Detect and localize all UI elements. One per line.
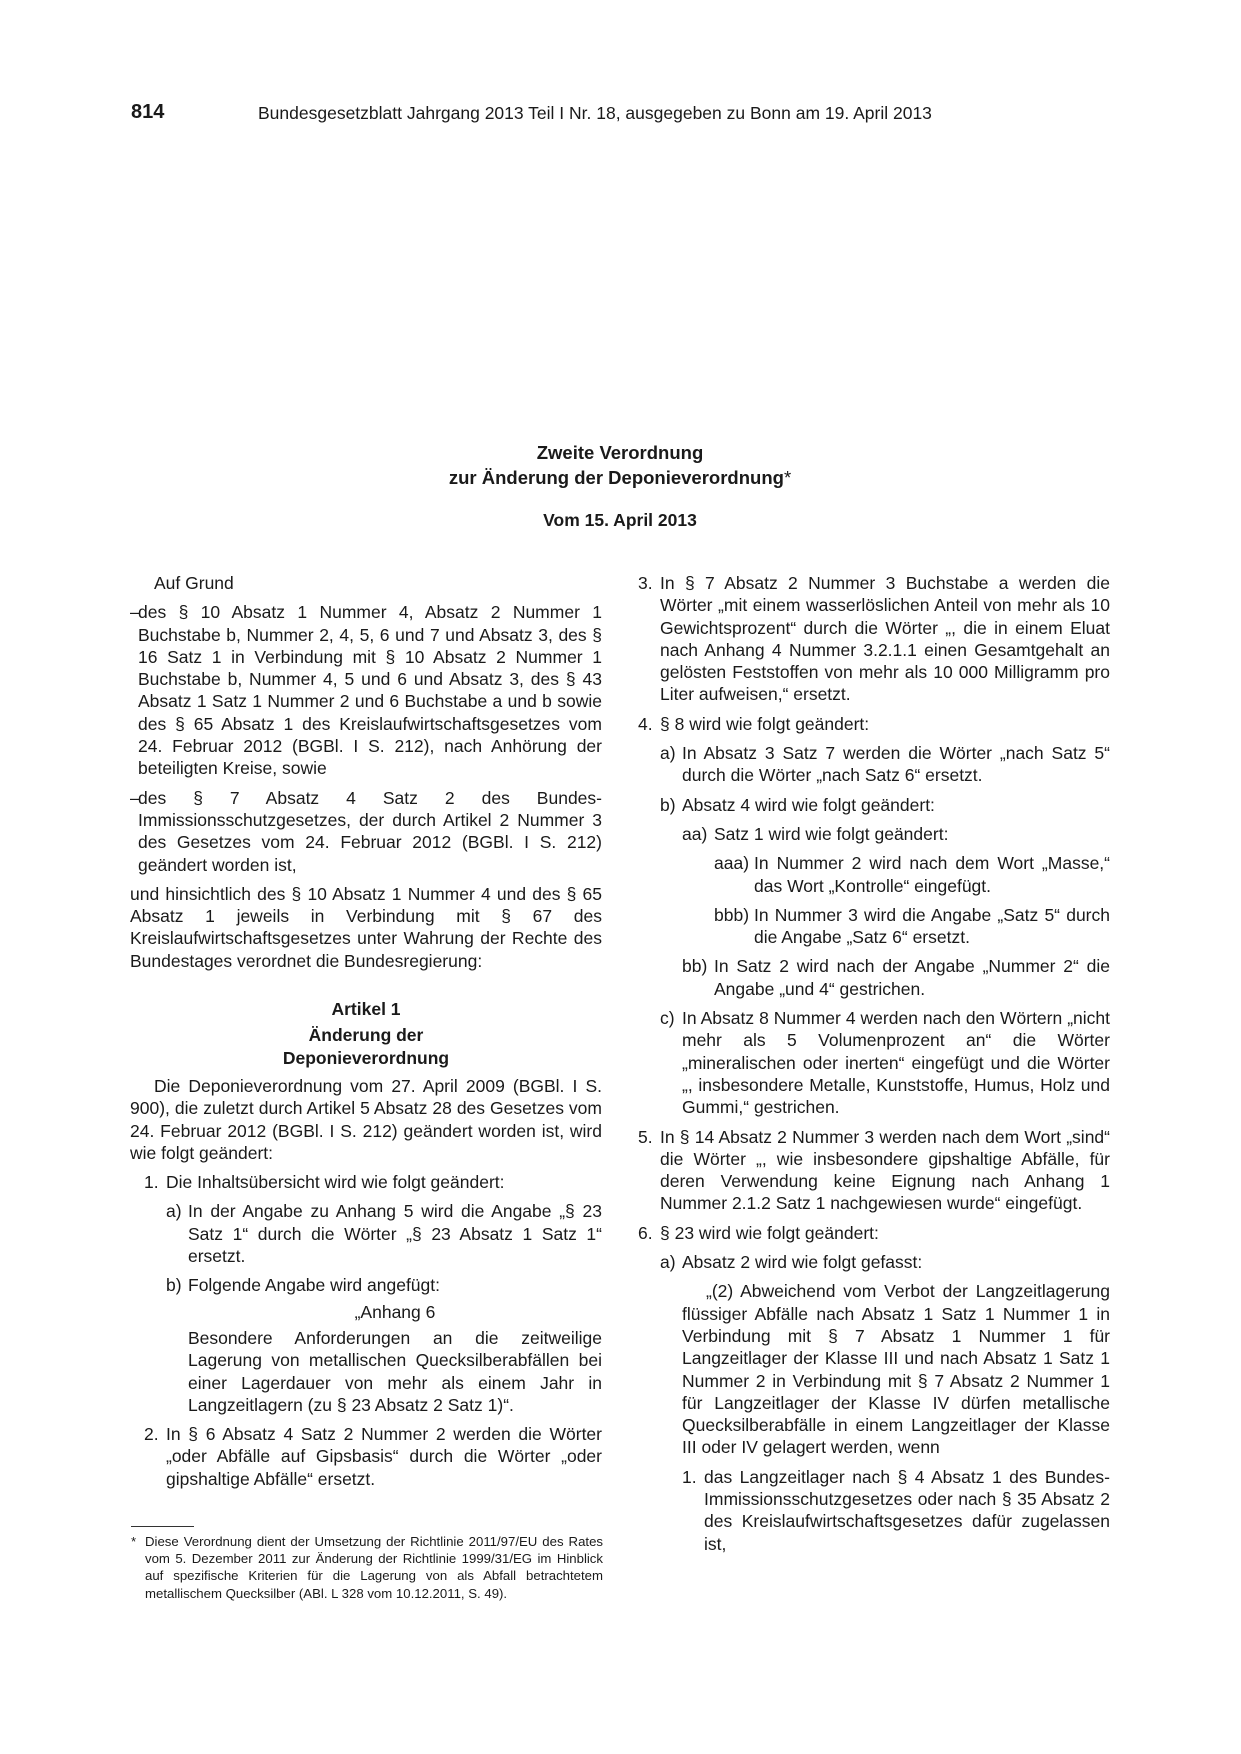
item-4b-bb <box>638 955 1110 1000</box>
title-line-2-text: zur Änderung der Deponieverordnung <box>448 467 784 488</box>
item-4b-aaa-text: In Nummer 2 wird nach dem Wort „Masse,“ das Wort „Kontrolle“ eingefügt. <box>754 853 1110 896</box>
item-1b-label: b) <box>166 1275 182 1296</box>
item-4b-aa <box>638 823 1110 845</box>
dash-entry-2-text: des § 7 Absatz 4 Satz 2 des Bundes-Immissionsschutzgesetzes, der durch Artikel 2 Nummer 3 des Gesetzes vom 24. Februar 2012 (BGBl. I S. 212) geändert worden ist, <box>138 787 602 875</box>
item-4b-aaa-label: aaa) <box>714 853 750 874</box>
item-1 <box>130 1171 602 1193</box>
running-head: Bundesgesetzblatt Jahrgang 2013 Teil I Nr. 18, ausgegeben zu Bonn am 19. April 2013 <box>258 103 932 123</box>
footnote-marker: * <box>131 1534 137 1549</box>
item-4c-label: c) <box>660 1008 675 1029</box>
item-4b-label: b) <box>660 794 676 815</box>
item-4-text: § 8 wird wie folgt geändert: <box>660 713 870 734</box>
item-2-label: 2. <box>144 1424 159 1445</box>
item-6a-text: Absatz 2 wird wie folgt gefasst: <box>682 1252 923 1273</box>
item-4 <box>638 713 1110 735</box>
article-title-2: Deponieverordnung <box>282 1047 450 1068</box>
item-5-label: 5. <box>638 1126 653 1147</box>
page-number: 814 <box>131 101 165 123</box>
item-1a <box>130 1200 602 1267</box>
item-4b-aa-text: Satz 1 wird wie folgt geändert: <box>714 823 949 844</box>
item-1a-text: In der Angabe zu Anhang 5 wird die Angabe „§ 23 Satz 1“ durch die Wörter „§ 23 Absatz 1 Satz 1“ ersetzt. <box>188 1201 602 1267</box>
item-4a-text: In Absatz 3 Satz 7 werden die Wörter „nach Satz 5“ durch die Wörter „nach Satz 6“ ersetzt. <box>682 743 1110 786</box>
item-4b-aa-label: aa) <box>682 823 708 844</box>
item-3 <box>638 572 1110 706</box>
dash-entry-1-label: – <box>130 602 140 623</box>
title-line-1: Zweite Verordnung <box>536 442 704 463</box>
title-line-2 <box>331 465 909 490</box>
item-4b-bbb <box>638 904 1110 949</box>
item-4b-bb-text: In Satz 2 wird nach der Angabe „Nummer 2“ die Angabe „und 4“ gestrichen. <box>714 956 1110 999</box>
item-4a <box>638 742 1110 787</box>
item-4a-label: a) <box>660 743 676 764</box>
item-4b-bbb-text: In Nummer 3 wird die Angabe „Satz 5“ durch die Angabe „Satz 6“ ersetzt. <box>754 904 1110 948</box>
item-6a-new-paragraph-2: „(2) Abweichend vom Verbot der Langzeitlagerung flüssiger Abfälle nach Absatz 1 Satz 1 Nummer 1 in Verbindung mit § 7 Absatz 1 Nummer 1 für Langzeitlager der Klasse III und nach Absatz 1 Satz 1 Nummer 2 in Verbindung mit § 7 Absatz 2 Nummer 1 für Langzeitlager der Klasse IV dürfen metallische Quecksilberabfälle in einem Langzeitlager der Klasse III oder IV gelagert werden, wenn <box>682 1281 1110 1458</box>
item-4c <box>638 1007 1110 1118</box>
article-1-intro: Die Deponieverordnung vom 27. April 2009 (BGBl. I S. 900), die zuletzt durch Artikel 5 Absatz 28 des Gesetzes vom 24. Februar 2012 (BGBl. I S. 212) geändert worden ist, wird wie folgt geändert: <box>130 1075 602 1163</box>
dash-entry-1-text: des § 10 Absatz 1 Nummer 4, Absatz 2 Nummer 1 Buchstabe b, Nummer 2, 4, 5, 6 und 7 und Absatz 3, des § 16 Satz 1 in Verbindung mit § 10 Absatz 2 Nummer 1 Buchstabe b, Nummer 4, 5 und 6 und Absatz 3, des § 43 Absatz 1 Satz 1 Nummer 2 und 6 Buchstabe a und b sowie des § 65 Absatz 1 des Kreislaufwirtschaftsgesetzes vom 24. Februar 2012 (BGBl. I S. 212), nach Anhörung der beteiligten Kreise, sowie <box>138 602 602 779</box>
dash-entry-2-label: – <box>130 787 140 808</box>
item-1a-label: a) <box>166 1201 182 1222</box>
item-2 <box>130 1423 602 1490</box>
item-6a-condition-1-text: das Langzeitlager nach § 4 Absatz 1 des Bundes-Immissionsschutzgesetzes oder nach § 35 Absatz 2 des Kreislaufwirtschaftsgesetzes dafür zugelassen ist, <box>704 1466 1110 1554</box>
footnote-rule <box>131 1526 194 1527</box>
title-footnote-marker: * <box>783 467 792 488</box>
item-1b <box>130 1274 602 1296</box>
item-4b-text: Absatz 4 wird wie folgt geändert: <box>682 794 935 815</box>
item-4-label: 4. <box>638 713 653 734</box>
article-title-1: Änderung der <box>308 1025 424 1046</box>
item-6a <box>638 1251 1110 1273</box>
item-5-text: In § 14 Absatz 2 Nummer 3 werden nach dem Wort „sind“ die Wörter „, wie insbesondere gipshaltige Abfälle, für deren Verwendung keine Eignung nach Anhang 1 Nummer 2.1.2 Satz 1 nachgewiesen wurde“ eingefügt. <box>660 1126 1110 1214</box>
item-4b-aaa <box>638 852 1110 897</box>
item-1-text: Die Inhaltsübersicht wird wie folgt geändert: <box>166 1172 505 1193</box>
item-1b-text: Folgende Angabe wird angefügt: <box>188 1275 440 1296</box>
item-6a-label: a) <box>660 1252 676 1273</box>
footnote-text: Diese Verordnung dient der Umsetzung der Richtlinie 2011/97/EU des Rates vom 5. Dezember 2011 zur Änderung der Richtlinie 1999/31/EG im Hinblick auf spezifische Kriterien für die Lagerung von als Abfall betrachtetem metallischem Quecksilber (ABl. L 328 vom 10.12.2011, S. 49). <box>145 1534 603 1601</box>
item-2-text: In § 6 Absatz 4 Satz 2 Nummer 2 werden die Wörter „oder Abfälle auf Gipsbasis“ durch die Wörter „oder gipshaltige Abfälle“ ersetzt. <box>166 1424 602 1489</box>
item-4b-bb-label: bb) <box>682 956 708 977</box>
enacting-clause: und hinsichtlich des § 10 Absatz 1 Nummer 4 und des § 65 Absatz 1 jeweils in Verbindung mit § 67 des Kreislaufwirtschaftsgesetzes unter Wahrung der Rechte des Bundestages verordnet die Bundesregierung: <box>130 883 602 971</box>
auf-grund: Auf Grund <box>154 573 234 593</box>
dash-entry-1 <box>130 601 602 779</box>
footnote <box>131 1533 603 1602</box>
right-column <box>638 572 1110 1562</box>
item-6-label: 6. <box>638 1222 653 1243</box>
item-6-text: § 23 wird wie folgt geändert: <box>660 1222 879 1243</box>
item-5 <box>638 1126 1110 1215</box>
date-line: Vom 15. April 2013 <box>543 510 697 530</box>
annex-6-description: Besondere Anforderungen an die zeitweilige Lagerung von metallischen Quecksilberabfällen bei einer Lagerdauer von mehr als einem Jahr in Langzeitlagern (zu § 23 Absatz 2 Satz 1)“. <box>188 1327 602 1415</box>
item-6 <box>638 1222 1110 1244</box>
article-number: Artikel 1 <box>331 999 401 1020</box>
item-4b-bbb-label: bbb) <box>714 904 750 925</box>
item-6a-condition-1-label: 1. <box>682 1466 697 1487</box>
item-3-label: 3. <box>638 573 653 593</box>
dash-entry-2 <box>130 787 602 876</box>
item-3-text: In § 7 Absatz 2 Nummer 3 Buchstabe a werden die Wörter „mit einem wasserlöslichen Anteil von mehr als 10 Gewichtsprozent“ durch die Wörter „, die in einem Eluat nach Anhang 4 Nummer 3.2.1.1 einen Gesamtgehalt an gelösten Feststoffen von mehr als 10 000 Milligramm pro Liter aufweisen,“ ersetzt. <box>660 573 1110 705</box>
item-1-label: 1. <box>144 1172 159 1193</box>
annex-6-heading: „Anhang 6 <box>354 1301 436 1322</box>
item-6a-condition-1 <box>638 1466 1110 1555</box>
title-block <box>331 440 909 531</box>
item-4c-text: In Absatz 8 Nummer 4 werden nach den Wörtern „nicht mehr als 5 Volumenprozent an“ die Wörter „mineralischen oder inerten“ eingefügt und die Wörter „, insbesondere Metalle, Kunststoffe, Humus, Holz und Gummi,“ gestrichen. <box>682 1008 1110 1118</box>
left-column-final <box>130 572 602 1532</box>
item-4b <box>638 794 1110 816</box>
